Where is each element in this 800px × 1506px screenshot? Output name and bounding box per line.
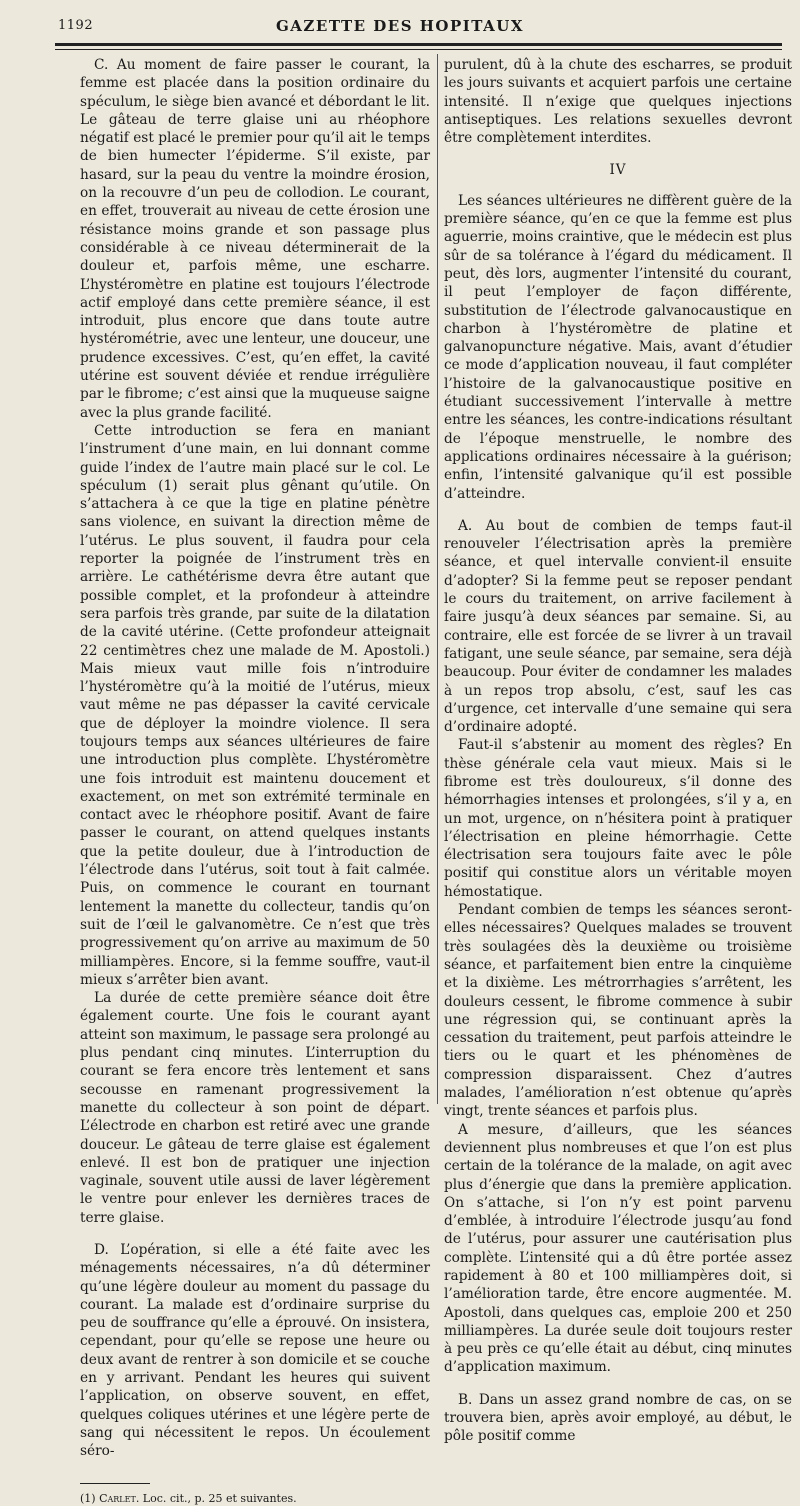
running-head-title: GAZETTE DES HOPITAUX (275, 17, 524, 35)
paragraph-a: A. Au bout de combien de temps faut-il renouveler l’électrisation après la première séance, et quel intervalle convient-il ensuite d’adopter? Si la femme peut se reposer pendant le cours du traitement, on arrive facilement à faire jusqu’à deux séances par semaine. Si, au contraire, elle est forcée de se livrer à un travail fatigant, une seule séance, par semaine, sera déjà beaucoup. Pour éviter de condamner les malades à un repos trop absolu, c’est, sauf les cas d’urgence, cet intervalle d’une semaine qui sera d’ordinaire adopté. (444, 517, 792, 736)
footnote (80, 1492, 430, 1506)
left-column (80, 56, 430, 1506)
right-column (444, 56, 792, 1446)
paragraph-a-mesure: A mesure, d’ailleurs, que les séances deviennent plus nombreuses et que l’on est plus certain de la tolérance de la malade, on agit avec plus d’énergie que dans la première application. On s’attache, si l’on n’y est point parvenu d’emblée, à introduire l’électrode jusqu’au fond de l’utérus, pour assurer une cautérisation plus complète. L’intensité qui a dû être portée assez rapidement à 80 et 100 milliampères doit, si l’amélioration tarde, être encore augmentée. M. Apostoli, dans quelques cas, emploie 200 et 250 milliampères. La durée seule doit toujours rester à peu près ce qu’elle était au début, cinq minutes d’application maximum. (444, 1121, 792, 1376)
paragraph-duree: La durée de cette première séance doit être également courte. Une fois le courant ayant atteint son maximum, le passage sera prolongé au plus pendant cinq minutes. L’interruption du courant se fera encore très lentement et sans secousse en ramenant progressivement la manette du collecteur à son point de départ. L’électrode en charbon est retiré avec une grande douceur. Le gâteau de terre glaise est également enlevé. Il est bon de pratiquer une injection vaginale, souvent utile aussi de laver légèrement le ventre pour enlever les dernières traces de terre glaise. (80, 990, 430, 1226)
paragraph-b: B. Dans un assez grand nombre de cas, on se trouvera bien, après avoir employé, au début, le pôle positif comme (444, 1391, 792, 1445)
paragraph-d: D. L’opération, si elle a été faite avec les ménagements nécessaires, n’a dû déterminer qu’une légère douleur au moment du passage du courant. La malade est d’ordinaire surprise du peu de souffrance qu’elle a éprouvé. On insistera, cependant, pour qu’elle se repose une heure ou deux avant de rentrer à son domicile et se couche en y arrivant. Pendant les heures qui suivent l’application, on observe souvent, en effet, quelques coliques utérines et une légère perte de sang qui nécessitent le repos. Un écoulement séro- (80, 1242, 430, 1460)
header-rule-thin (55, 49, 782, 50)
paragraph-regles: Faut-il s’abstenir au moment des règles? En thèse générale cela vaut mieux. Mais si le fibrome est très douloureux, s’il donne des hémorrhagies intenses et prolongées, s’il y a, en un mot, urgence, on n’hésitera point à pratiquer l’électrisation en pleine hémorrhagie. Cette électrisation sera toujours faite avec le pôle positif qui constitue alors un véritable moyen hémostatique. (444, 737, 792, 900)
paragraph-text: Cette introduction se fera en maniant l’instrument d’une main, en lui donnant comme guide l’index de l’autre main placé sur le col. Le spéculum (80, 422, 430, 494)
header-rule-thick (55, 43, 782, 46)
column-divider (437, 54, 438, 1104)
footnote-rule (80, 1483, 150, 1484)
paragraph-text: serait plus gênant qu’utile. On s’attachera à ce que la tige en platine pénètre sans violence, en suivant la direction même de l’utérus. Le plus souvent, il faudra pour cela reporter la poignée de l’instrument très en arrière. Le cathétérisme devra être autant que possible complet, et la profondeur à atteindre sera parfois très grande, par suite de la dilatation de la cavité utérine. (Cette profondeur atteignait 22 centimètres chez une malade de M. Apostoli.) Mais mieux vaut mille fois n’introduire l’hystéromètre qu’à la moitié de l’utérus, mieux vaut même ne pas dépasser la cavité cervicale que de déployer la moindre violence. Il sera toujours temps aux séances ultérieures de faire une introduction plus complète. L’hystéromètre une fois introduit est maintenu doucement et exactement, on met son extrémité terminale en contact avec le rhéophore positif. Avant de faire passer le courant, on attend quelques instants que la petite douleur, due à l’introduction de l’électrode dans l’utérus, soit tout à fait calmée. Puis, on commence le courant en tournant lentement la manette du collecteur, tandis qu’on suit de l’œil le galvanomètre. Ce n’est que très progressivement qu’on arrive au maximum de 50 milliampères. Encore, si la femme souffre, vaut-il mieux s’arrêter bien avant. (80, 477, 430, 988)
footnote-author: Carlet (99, 1491, 136, 1505)
paragraph-c: C. Au moment de faire passer le courant, la femme est placée dans la position ordinaire du spéculum, le siège bien avancé et débordant le lit. Le gâteau de terre glaise uni au rhéophore négatif est placé le premier pour qu’il ait le temps de bien humecter l’épiderme. S’il existe, par hasard, sur la peau du ventre la moindre érosion, on la recouvre d’un peu de collodion. Le courant, en effet, trouverait au niveau de cette érosion une résistance moins grande et son passage plus considérable à ce niveau déterminerait de la douleur et, parfois même, une escharre. L’hystéromètre en platine est toujours l’électrode actif employé dans cette première séance, il est introduit, plus encore que dans toute autre hystérométrie, avec une lenteur, une douceur, une prudence excessives. C’est, qu’en effet, la cavité utérine est souvent déviée et rendue irrégulière par le fibrome; c’est ainsi que la muqueuse saigne avec la plus grande facilité. (80, 57, 430, 421)
footnote-citation: . Loc. cit., p. 25 et suivantes. (135, 1491, 297, 1505)
paragraph-introduction (80, 422, 430, 989)
footnote-marker: (1) (80, 1491, 96, 1505)
page-number: 1192 (58, 18, 94, 33)
section-heading: IV (609, 162, 627, 179)
paragraph-nombre-seances: Pendant combien de temps les séances seront-elles nécessaires? Quelques malades se trouvent très soulagées dès la deuxième ou troisième séance, et parfaitement bien entre la cinquième et la dixième. Les métrorrhagies s’arrêtent, les douleurs cessent, le fibrome commence à subir une régression qui, se continuant après la cessation du traitement, peut parfois atteindre le tiers ou le quart et les phénomènes de compression disparaissent. Chez d’autres malades, l’amélioration n’est obtenue qu’après vingt, trente séances et parfois plus. (444, 902, 792, 1120)
paragraph-seances-ulterieures: Les séances ultérieures ne diffèrent guère de la première séance, qu’en ce que la femme est plus aguerrie, moins craintive, que le médecin est plus sûr de sa tolérance à l’égard du médicament. Il peut, dès lors, augmenter l’intensité du courant, il peut l’employer de façon différente, substitution de l’électrode galvanocaustique en charbon à l’hystéromètre de platine et galvanopuncture négative. Mais, avant d’étudier ce mode d’application nouveau, il faut compléter l’histoire de la galvanocaustique positive en étudiant successivement l’intervalle à mettre entre les séances, les contre-indications résultant de l’époque menstruelle, le nombre des applications ordinaires nécessaire à la guérison; enfin, l’intensité galvanique qu’il est possible d’atteindre. (444, 192, 792, 502)
paragraph-continuation: purulent, dû à la chute des escharres, se produit les jours suivants et acquiert parfois une certaine intensité. Il n’exige que quelques injections antiseptiques. Les relations sexuelles devront être complètement interdites. (444, 57, 792, 147)
footnote-reference[interactable]: (1) (158, 477, 178, 494)
